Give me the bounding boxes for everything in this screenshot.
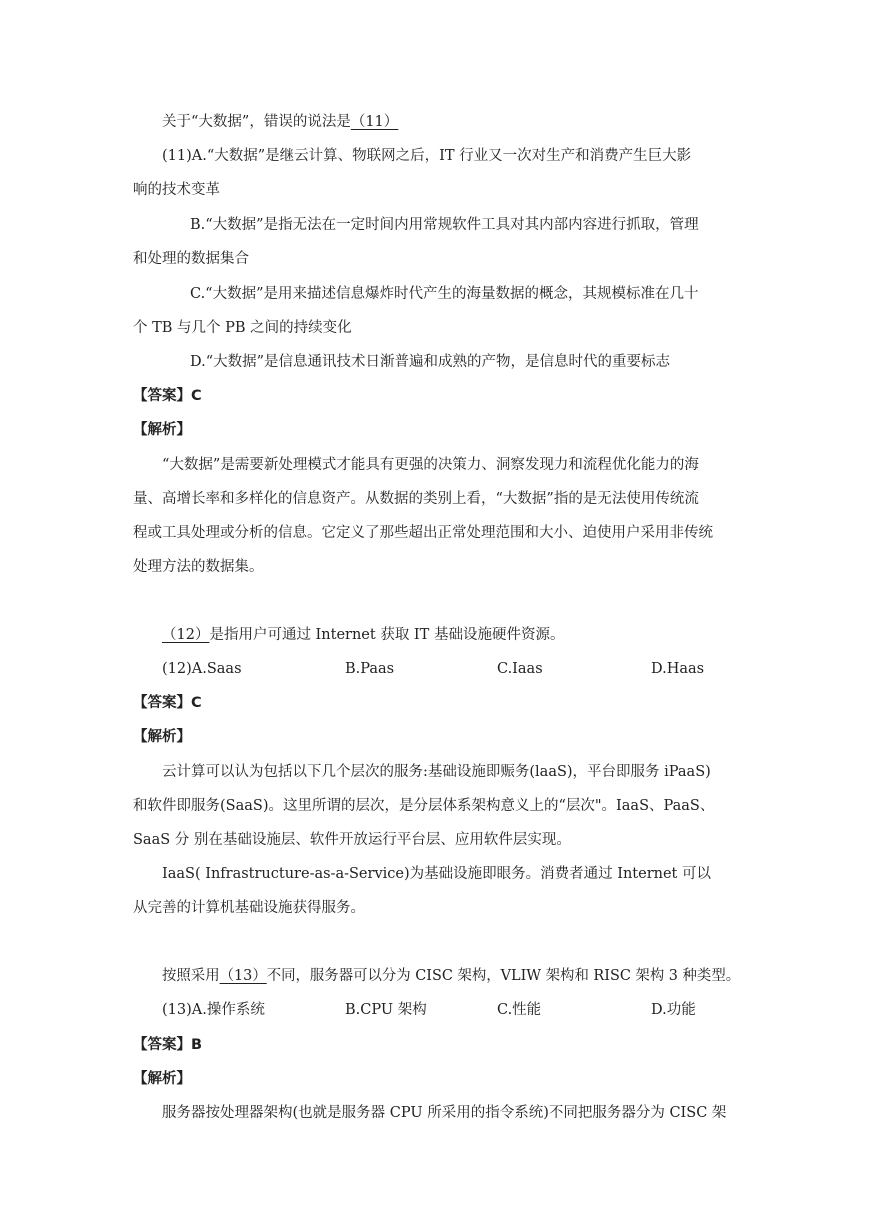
q11-blank: （11） [350, 114, 399, 130]
q12-analysis-line: IaaS( Infrastructure-as-a-Service)为基础设施即眼务。消费者通过 Internet 可以 [162, 866, 711, 882]
q13-option-c: C.性能 [497, 1002, 542, 1018]
q12-answer: 【答案】C [133, 695, 202, 711]
q11-option-d: D.“大数据”是信息通讯技术日渐普遍和成熟的产物，是信息时代的重要标志 [190, 354, 671, 370]
q13-stem-suffix: 不同，服务器可以分为 CISC 架构，VLIW 架构和 RISC 架构 3 种类型。 [266, 968, 741, 984]
q11-option-c-cont: 个 TB 与几个 PB 之间的持续变化 [133, 320, 352, 336]
q12-stem [162, 625, 564, 645]
q13-answer: 【答案】B [133, 1037, 203, 1053]
q11-option-b-cont: 和处理的数据集合 [133, 251, 249, 267]
q12-analysis-line: SaaS 分 别在基础设施层、软件开放运行平台层、应用软件层实现。 [133, 832, 571, 848]
q13-blank: （13） [219, 968, 267, 984]
q12-stem-text: 是指用户可通过 Internet 获取 IT 基础设施硬件资源。 [209, 627, 565, 643]
q11-option-a-cont: 响的技术变革 [133, 182, 220, 198]
q12-analysis-title: 【解析】 [133, 729, 191, 745]
q12-blank: （12） [162, 627, 210, 643]
q12-option-d: D.Haas [651, 661, 705, 677]
q11-option-c: C.“大数据”是用来描述信息爆炸时代产生的海量数据的概念，其规模标准在几十 [190, 286, 699, 302]
q11-answer: 【答案】C [133, 388, 202, 404]
q11-analysis-title: 【解析】 [133, 422, 191, 438]
q12-option-b: B.Paas [345, 661, 395, 677]
q13-option-d: D.功能 [651, 1002, 696, 1018]
q13-analysis-line: 服务器按处理器架构(也就是服务器 CPU 所采用的指令系统)不同把服务器分为 CISC 架 [162, 1105, 727, 1121]
q11-analysis-line: 处理方法的数据集。 [133, 559, 264, 575]
q13-stem [162, 966, 740, 986]
q13-option-b: B.CPU 架构 [345, 1002, 427, 1018]
q11-option-a: (11)A.“大数据”是继云计算、物联网之后，IT 行业又一次对生产和消费产生巨大影 [162, 148, 692, 164]
q12-option-c: C.Iaas [497, 661, 543, 677]
q11-analysis-line: 量、高增长率和多样化的信息资产。从数据的类别上看，“大数据”指的是无法使用传统流 [133, 491, 699, 507]
q11-analysis-line: 程或工具处理或分析的信息。它定义了那些超出正常处理范围和大小、迫使用户采用非传统 [133, 525, 713, 541]
q13-analysis-title: 【解析】 [133, 1071, 191, 1087]
q11-option-b: B.“大数据”是指无法在一定时间内用常规软件工具对其内部内容进行抓取，管理 [190, 217, 699, 233]
q13-stem-prefix: 按照采用 [162, 968, 220, 984]
q12-option-a: (12)A.Saas [162, 661, 242, 677]
q11-stem [162, 112, 398, 132]
q13-option-a: (13)A.操作系统 [162, 1002, 265, 1018]
q11-stem-text: 关于“大数据”，错误的说法是 [162, 114, 351, 130]
q12-analysis-line: 从完善的计算机基础设施获得服务。 [133, 900, 365, 916]
q11-analysis-line: “大数据”是需要新处理模式才能具有更强的决策力、洞察发现力和流程优化能力的海 [162, 457, 699, 473]
q12-analysis-line: 和软件即服务(SaaS)。这里所谓的层次，是分层体系架构意义上的“层次"。IaaS、PaaS、 [133, 798, 715, 814]
q12-analysis-line: 云计算可以认为包括以下几个层次的服务:基础设施即赈务(laaS)，平台即服务 iPaaS) [162, 764, 711, 780]
